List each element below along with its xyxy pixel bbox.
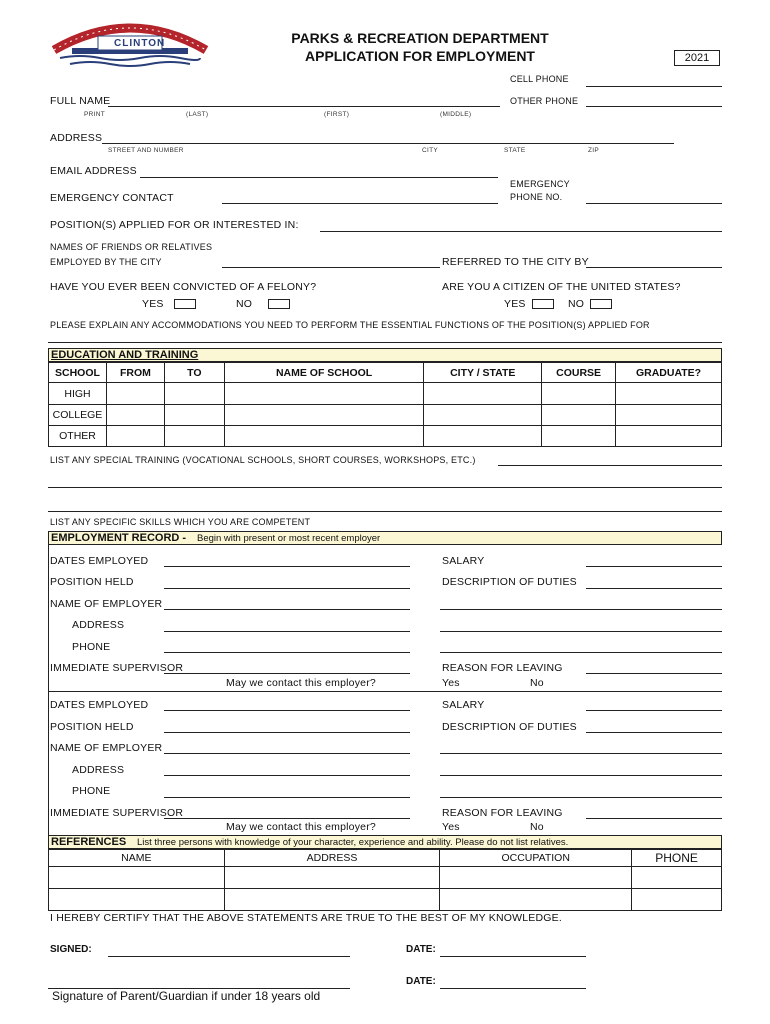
cell[interactable]: [49, 867, 225, 889]
cell[interactable]: [224, 867, 440, 889]
dates-employed-label-2: DATES EMPLOYED: [50, 699, 149, 711]
full-name-field[interactable]: [108, 106, 500, 107]
cell[interactable]: [542, 405, 616, 426]
cell-phone-field[interactable]: [586, 86, 722, 87]
education-section-header: [48, 348, 722, 362]
signature-field[interactable]: [108, 956, 350, 957]
dates-employed-field[interactable]: [164, 566, 410, 567]
cell[interactable]: [106, 383, 164, 405]
cell[interactable]: [616, 383, 722, 405]
reason-label: REASON FOR LEAVING: [442, 662, 563, 674]
employer-phone-field[interactable]: [164, 652, 410, 653]
emergency-phone-field[interactable]: [586, 203, 722, 204]
citizen-yes-label: YES: [504, 298, 526, 310]
salary-label-2: SALARY: [442, 699, 485, 711]
form-title-line1: PARKS & RECREATION DEPARTMENT: [291, 30, 549, 46]
address-field[interactable]: [102, 143, 674, 144]
accommodations-field[interactable]: [48, 342, 722, 343]
logo-text: CLINTON: [114, 38, 166, 49]
contact-question: May we contact this employer?: [226, 677, 376, 689]
col-school: SCHOOL: [49, 363, 107, 383]
felony-question: HAVE YOU EVER BEEN CONVICTED OF A FELONY?: [50, 281, 317, 293]
street-hint: STREET AND NUMBER: [108, 147, 184, 154]
contact-yes-2[interactable]: Yes: [442, 821, 460, 833]
address-label: ADDRESS: [50, 132, 103, 144]
date-label: DATE:: [406, 944, 436, 955]
emergency-contact-label: EMERGENCY CONTACT: [50, 192, 174, 204]
other-phone-field[interactable]: [586, 106, 722, 107]
contact-question-2: May we contact this employer?: [226, 821, 376, 833]
col-from: FROM: [106, 363, 164, 383]
col-address: ADDRESS: [224, 850, 440, 867]
position-held-label: POSITION HELD: [50, 576, 134, 588]
table-row: [49, 405, 722, 426]
friends-label-2: EMPLOYED BY THE CITY: [50, 257, 162, 267]
salary-field-2[interactable]: [586, 710, 722, 711]
cell[interactable]: [106, 405, 164, 426]
friends-label-1: NAMES OF FRIENDS OR RELATIVES: [50, 242, 213, 252]
duties-field-2[interactable]: [586, 732, 722, 733]
salary-label: SALARY: [442, 555, 485, 567]
email-field[interactable]: [140, 177, 498, 178]
email-label: EMAIL ADDRESS: [50, 165, 137, 177]
row-label-other: OTHER: [49, 426, 107, 447]
employer-name-label: NAME OF EMPLOYER: [50, 598, 163, 610]
contact-yes[interactable]: Yes: [442, 677, 460, 689]
felony-yes-checkbox[interactable]: [174, 299, 196, 309]
full-name-label: FULL NAME: [50, 95, 111, 107]
signed-label: SIGNED:: [50, 944, 92, 955]
employer-phone-field-2[interactable]: [164, 797, 410, 798]
employment-subtitle: Begin with present or most recent employer: [197, 533, 381, 544]
supervisor-field[interactable]: [164, 673, 410, 674]
emergency-phone-label-1: EMERGENCY: [510, 179, 570, 189]
duties-line-4[interactable]: [440, 652, 722, 653]
citizen-yes-checkbox[interactable]: [532, 299, 554, 309]
salary-field[interactable]: [586, 566, 722, 567]
zip-hint: ZIP: [588, 147, 600, 154]
duties-field[interactable]: [586, 588, 722, 589]
referred-label: REFERRED TO THE CITY BY: [442, 256, 589, 268]
reason-label-2: REASON FOR LEAVING: [442, 807, 563, 819]
col-name: NAME: [49, 850, 225, 867]
year-box: 2021: [674, 50, 720, 66]
position-held-field-2[interactable]: [164, 732, 410, 733]
citizen-no-label: NO: [568, 298, 585, 310]
positions-field[interactable]: [320, 231, 722, 232]
clinton-logo: [50, 12, 210, 70]
felony-yes-label: YES: [142, 298, 164, 310]
duties-line-3b[interactable]: [440, 775, 722, 776]
supervisor-field-2[interactable]: [164, 818, 410, 819]
date-field[interactable]: [440, 956, 586, 957]
row-label-high: HIGH: [49, 383, 107, 405]
middle-hint: (MIDDLE): [440, 111, 472, 118]
cell[interactable]: [616, 405, 722, 426]
certify-statement: I HEREBY CERTIFY THAT THE ABOVE STATEMENTS ARE TRUE TO THE BEST OF MY KNOWLEDGE.: [50, 912, 562, 924]
cell[interactable]: [224, 383, 424, 405]
dates-employed-field-2[interactable]: [164, 710, 410, 711]
col-graduate: GRADUATE?: [616, 363, 722, 383]
cell[interactable]: [106, 426, 164, 447]
skills-label: LIST ANY SPECIFIC SKILLS WHICH YOU ARE COMPETENT: [50, 517, 311, 527]
cell[interactable]: [164, 383, 224, 405]
cell[interactable]: [542, 426, 616, 447]
employment-title: EMPLOYMENT RECORD -: [51, 532, 187, 544]
date-field-2[interactable]: [440, 988, 586, 989]
col-to: TO: [164, 363, 224, 383]
special-training-field-1[interactable]: [498, 465, 722, 466]
employer-phone-label-2: PHONE: [72, 785, 111, 797]
citizen-no-checkbox[interactable]: [590, 299, 612, 309]
cell-phone-label: CELL PHONE: [510, 74, 569, 84]
table-row: [49, 426, 722, 447]
cell[interactable]: [224, 405, 424, 426]
contact-no[interactable]: No: [530, 677, 544, 689]
table-row: [49, 867, 722, 889]
special-training-label: LIST ANY SPECIAL TRAINING (VOCATIONAL SCHOOLS, SHORT COURSES, WORKSHOPS, ETC.): [50, 455, 476, 465]
felony-no-label: NO: [236, 298, 253, 310]
special-training-field-3[interactable]: [48, 511, 722, 512]
print-hint: PRINT: [84, 111, 105, 118]
employer-name-field[interactable]: [164, 609, 410, 610]
state-hint: STATE: [504, 147, 526, 154]
friends-field[interactable]: [222, 267, 440, 268]
cell[interactable]: [632, 867, 722, 889]
employer-address-label-2: ADDRESS: [72, 764, 125, 776]
references-title: REFERENCES: [51, 836, 127, 848]
special-training-field-2[interactable]: [48, 487, 722, 488]
references-table: [48, 849, 722, 911]
city-hint: CITY: [422, 147, 439, 154]
cell[interactable]: [424, 405, 542, 426]
citizen-question: ARE YOU A CITIZEN OF THE UNITED STATES?: [442, 281, 681, 293]
cell[interactable]: [164, 405, 224, 426]
employer-name-field-2[interactable]: [164, 753, 410, 754]
felony-no-checkbox[interactable]: [268, 299, 290, 309]
dates-employed-label: DATES EMPLOYED: [50, 555, 149, 567]
table-row: [49, 383, 722, 405]
positions-label: POSITION(S) APPLIED FOR OR INTERESTED IN:: [50, 219, 299, 231]
duties-line-4b[interactable]: [440, 797, 722, 798]
guardian-label: Signature of Parent/Guardian if under 18 years old: [52, 989, 321, 1003]
row-label-college: COLLEGE: [49, 405, 107, 426]
duties-line-2[interactable]: [440, 609, 722, 610]
supervisor-label-2: IMMEDIATE SUPERVISOR: [50, 807, 184, 819]
duties-line-2b[interactable]: [440, 753, 722, 754]
reason-field[interactable]: [586, 673, 722, 674]
contact-no-2[interactable]: No: [530, 821, 544, 833]
cell[interactable]: [224, 889, 440, 911]
references-section-header: [48, 835, 722, 849]
form-title-line2: APPLICATION FOR EMPLOYMENT: [305, 48, 535, 64]
other-phone-label: OTHER PHONE: [510, 96, 579, 106]
emergency-phone-label-2: PHONE NO.: [510, 192, 563, 202]
col-course: COURSE: [542, 363, 616, 383]
duties-line-3[interactable]: [440, 631, 722, 632]
employer-address-field-2[interactable]: [164, 775, 410, 776]
employer-address-field[interactable]: [164, 631, 410, 632]
date-label-2: DATE:: [406, 976, 436, 987]
col-occupation: OCCUPATION: [440, 850, 632, 867]
col-phone: PHONE: [632, 850, 722, 867]
cell[interactable]: [224, 426, 424, 447]
cell[interactable]: [542, 383, 616, 405]
cell[interactable]: [440, 867, 632, 889]
education-table: [48, 362, 722, 447]
employment-section-header: [48, 531, 722, 545]
col-city-state: CITY / STATE: [424, 363, 542, 383]
table-row: [49, 889, 722, 911]
cell[interactable]: [616, 426, 722, 447]
employer-name-label-2: NAME OF EMPLOYER: [50, 742, 163, 754]
position-held-field[interactable]: [164, 588, 410, 589]
employer-address-label: ADDRESS: [72, 619, 125, 631]
first-hint: (FIRST): [324, 111, 350, 118]
references-subtitle: List three persons with knowledge of your character, experience and ability. Please do not list relatives.: [137, 837, 569, 848]
cell[interactable]: [632, 889, 722, 911]
reason-field-2[interactable]: [586, 818, 722, 819]
last-hint: (LAST): [186, 111, 209, 118]
cell[interactable]: [424, 383, 542, 405]
referred-field[interactable]: [586, 267, 722, 268]
cell[interactable]: [164, 426, 224, 447]
col-name-of-school: NAME OF SCHOOL: [224, 363, 424, 383]
duties-label: DESCRIPTION OF DUTIES: [442, 576, 577, 588]
accommodations-label: PLEASE EXPLAIN ANY ACCOMMODATIONS YOU NEED TO PERFORM THE ESSENTIAL FUNCTIONS OF THE POSITION(S) APPLIED FOR: [50, 320, 650, 330]
cell[interactable]: [424, 426, 542, 447]
employer-phone-label: PHONE: [72, 641, 111, 653]
position-held-label-2: POSITION HELD: [50, 721, 134, 733]
emergency-contact-field[interactable]: [222, 203, 498, 204]
cell[interactable]: [49, 889, 225, 911]
duties-label-2: DESCRIPTION OF DUTIES: [442, 721, 577, 733]
cell[interactable]: [440, 889, 632, 911]
education-title: EDUCATION AND TRAINING: [51, 349, 199, 361]
supervisor-label: IMMEDIATE SUPERVISOR: [50, 662, 184, 674]
